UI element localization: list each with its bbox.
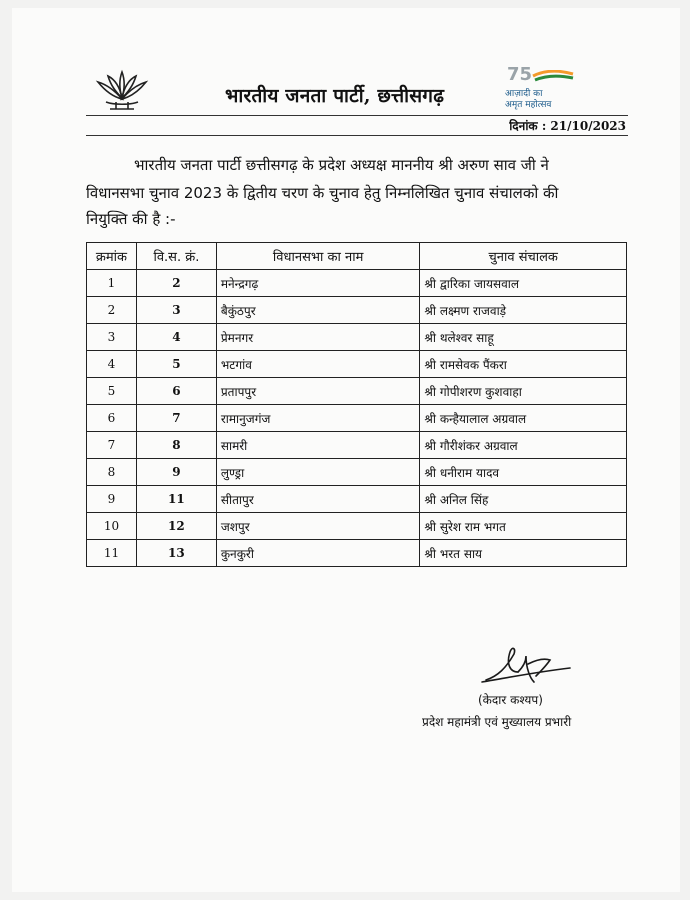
- constituency-number-cell: 7: [136, 405, 216, 432]
- director-cell: श्री भरत साय: [420, 540, 627, 567]
- header-rule-bottom: [86, 135, 628, 136]
- letter-date: दिनांक : 21/10/2023: [509, 119, 626, 133]
- table-row: [87, 432, 627, 459]
- table-row: [87, 486, 627, 513]
- signatory-title: प्रदेश महामंत्री एवं मुख्यालय प्रभारी: [422, 715, 572, 729]
- director-cell: श्री गौरीशंकर अग्रवाल: [420, 432, 627, 459]
- serial-cell: 7: [87, 432, 137, 459]
- serial-cell: 11: [87, 540, 137, 567]
- constituency-number-cell: 12: [136, 513, 216, 540]
- constituency-number-cell: 13: [136, 540, 216, 567]
- serial-cell: 6: [87, 405, 137, 432]
- table-row: [87, 270, 627, 297]
- body-line-1: भारतीय जनता पार्टी छत्तीसगढ़ के प्रदेश अध्यक्ष माननीय श्री अरुण साव जी ने: [134, 156, 549, 174]
- body-line-2: विधानसभा चुनाव 2023 के द्वितीय चरण के चुनाव हेतु निम्नलिखित चुनाव संचालको की: [86, 184, 559, 202]
- table-row: [87, 351, 627, 378]
- header-election-director: चुनाव संचालक: [420, 243, 627, 270]
- azadi-line1: आज़ादी का: [505, 89, 543, 99]
- constituency-number-cell: 8: [136, 432, 216, 459]
- director-cell: श्री धनीराम यादव: [420, 459, 627, 486]
- table-row: [87, 540, 627, 567]
- table-header-row: [87, 243, 627, 270]
- table-row: [87, 378, 627, 405]
- director-cell: श्री कन्हैयालाल अग्रवाल: [420, 405, 627, 432]
- table-row: [87, 297, 627, 324]
- party-title: भारतीय जनता पार्टी, छत्तीसगढ़: [225, 85, 445, 107]
- serial-cell: 8: [87, 459, 137, 486]
- constituency-number-cell: 2: [136, 270, 216, 297]
- director-cell: श्री रामसेवक पैंकरा: [420, 351, 627, 378]
- serial-cell: 1: [87, 270, 137, 297]
- azadi-line2: अमृत महोत्सव: [505, 100, 552, 110]
- constituency-number-cell: 6: [136, 378, 216, 405]
- constituency-number-cell: 4: [136, 324, 216, 351]
- handwritten-signature: [476, 638, 576, 692]
- director-cell: श्री थलेश्वर साहू: [420, 324, 627, 351]
- serial-cell: 4: [87, 351, 137, 378]
- azadi-amrit-mahotsav-logo: [505, 66, 585, 114]
- table-row: [87, 324, 627, 351]
- director-cell: श्री द्वारिका जायसवाल: [420, 270, 627, 297]
- constituency-name-cell: सीतापुर: [216, 486, 420, 513]
- header-rule-top: [86, 115, 628, 116]
- serial-cell: 9: [87, 486, 137, 513]
- constituency-number-cell: 3: [136, 297, 216, 324]
- body-line-3: नियुक्ति की है :-: [86, 210, 176, 228]
- constituency-number-cell: 9: [136, 459, 216, 486]
- table-row: [87, 513, 627, 540]
- director-cell: श्री सुरेश राम भगत: [420, 513, 627, 540]
- director-cell: श्री अनिल सिंह: [420, 486, 627, 513]
- constituency-number-cell: 11: [136, 486, 216, 513]
- constituency-name-cell: लुण्ड्रा: [216, 459, 420, 486]
- director-cell: श्री लक्ष्मण राजवाड़े: [420, 297, 627, 324]
- header-constituency-name: विधानसभा का नाम: [216, 243, 420, 270]
- serial-cell: 3: [87, 324, 137, 351]
- serial-cell: 2: [87, 297, 137, 324]
- serial-cell: 10: [87, 513, 137, 540]
- table-row: [87, 405, 627, 432]
- serial-cell: 5: [87, 378, 137, 405]
- constituency-name-cell: मनेन्द्रगढ़: [216, 270, 420, 297]
- tricolor-flag-icon: [531, 70, 575, 84]
- director-cell: श्री गोपीशरण कुशवाहा: [420, 378, 627, 405]
- constituency-name-cell: प्रेमनगर: [216, 324, 420, 351]
- signatory-name: (केदार कश्यप): [478, 693, 543, 707]
- header-serial: क्रमांक: [87, 243, 137, 270]
- constituency-name-cell: प्रतापपुर: [216, 378, 420, 405]
- azadi-75-number: 75: [507, 64, 533, 85]
- constituency-name-cell: भटगांव: [216, 351, 420, 378]
- constituency-name-cell: सामरी: [216, 432, 420, 459]
- table-row: [87, 459, 627, 486]
- constituency-number-cell: 5: [136, 351, 216, 378]
- constituency-name-cell: कुनकुरी: [216, 540, 420, 567]
- constituency-name-cell: रामानुजगंज: [216, 405, 420, 432]
- bjp-lotus-logo: [92, 68, 152, 112]
- appointments-table: [86, 242, 627, 567]
- constituency-name-cell: बैकुंठपुर: [216, 297, 420, 324]
- constituency-name-cell: जशपुर: [216, 513, 420, 540]
- header-constituency-number: वि.स. क्रं.: [136, 243, 216, 270]
